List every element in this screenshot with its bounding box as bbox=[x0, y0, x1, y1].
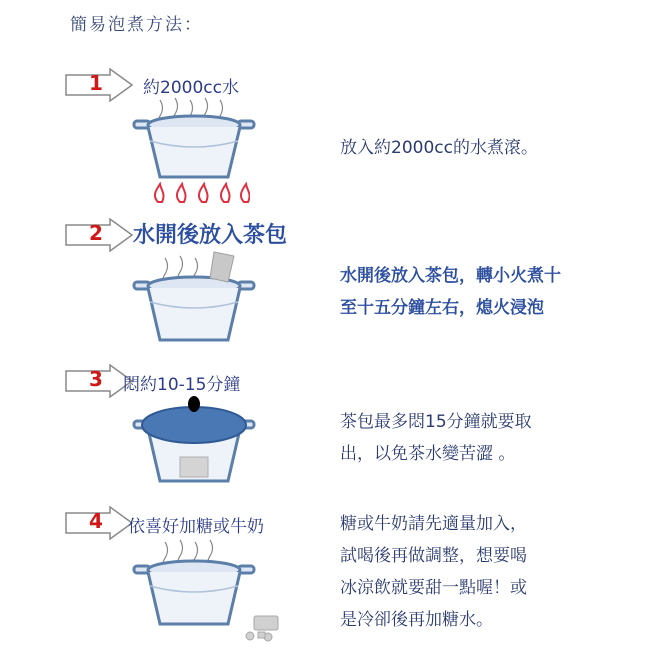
step-3-description: 茶包最多悶15分鐘就要取 出，以免茶水變苦澀 。 bbox=[340, 412, 532, 464]
step-2-description: 水開後放入茶包，轉小火煮十 至十五分鐘左右，熄火浸泡 bbox=[340, 266, 561, 318]
pot-icon bbox=[130, 538, 260, 638]
step-4-label: 依喜好加糖或牛奶 bbox=[128, 517, 264, 537]
step-2-number: 2 bbox=[89, 221, 103, 245]
step-4-number: 4 bbox=[89, 509, 103, 533]
step-1-description: 放入約2000cc的水煮滾。 bbox=[340, 138, 538, 158]
step-2-label: 水開後放入茶包 bbox=[133, 223, 288, 248]
flame-icon bbox=[150, 182, 250, 204]
step-1-number: 1 bbox=[89, 71, 103, 95]
covered-pot-icon bbox=[130, 395, 260, 495]
boiling-pot-icon bbox=[130, 95, 260, 195]
step-3-label: 悶約10-15分鐘 bbox=[123, 375, 241, 395]
step-1-label: 約2000cc水 bbox=[143, 78, 239, 98]
step-4-description: 糖或牛奶請先適量加入， 試喝後再做調整，想要喝 冰涼飲就要甜一點喔！或 是冷卻後再加糖水。 bbox=[340, 514, 527, 630]
pot-with-teabag-icon bbox=[130, 250, 260, 350]
page-title: 簡易泡煮方法： bbox=[70, 15, 203, 35]
sugar-cubes-icon bbox=[244, 614, 284, 642]
step-3-number: 3 bbox=[89, 367, 103, 391]
